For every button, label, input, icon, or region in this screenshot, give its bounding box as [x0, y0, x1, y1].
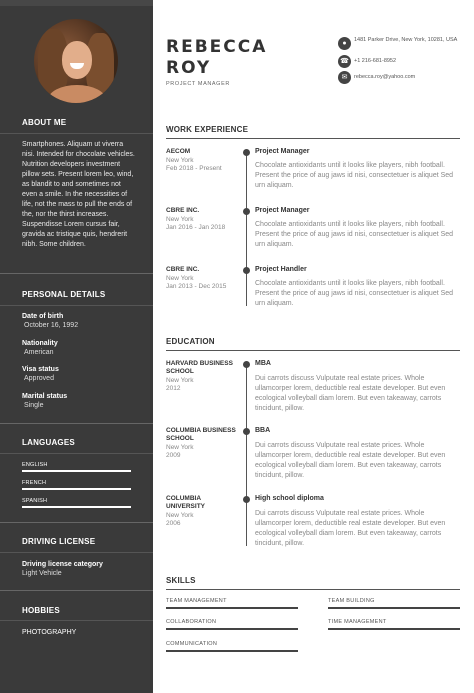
- education-degree: MBA: [255, 360, 271, 367]
- languages-title: LANGUAGES: [22, 438, 75, 447]
- language-label: ENGLISH: [22, 462, 48, 468]
- section-divider: [0, 590, 153, 591]
- job-title: PROJECT MANAGER: [166, 81, 230, 87]
- sidebar-top-strip: [0, 0, 153, 6]
- last-name: ROY: [166, 58, 212, 78]
- skills-rule: [166, 589, 460, 590]
- education-rule: [166, 350, 460, 351]
- education-timeline: [246, 363, 247, 546]
- visa-label: Visa status: [22, 366, 59, 373]
- skill-level-bar: [166, 628, 298, 630]
- education-desc: Dui carrots discuss Vulputate real estate prices. Whole ullamcorper lorem, deductible real estate developer. But even ecological volleyball diam lorem. But even takeaway, carrots tincidunt, pillow.: [255, 375, 446, 412]
- sidebar: [0, 0, 153, 693]
- timeline-dot: [243, 496, 250, 503]
- work-dates: Feb 2018 - Present: [166, 165, 222, 172]
- language-level-bar: [22, 470, 131, 472]
- section-divider: [0, 522, 153, 523]
- address-text: 1481 Parker Drive, New York, 10281, USA: [354, 37, 458, 43]
- nationality-label: Nationality: [22, 340, 58, 347]
- first-name: REBECCA: [166, 37, 268, 57]
- skills-heading: SKILLS: [166, 576, 196, 585]
- marital-label: Marital status: [22, 393, 68, 400]
- work-title: Project Manager: [255, 207, 310, 214]
- driving-label: Driving license category: [22, 561, 103, 568]
- education-heading: EDUCATION: [166, 337, 215, 346]
- language-label: SPANISH: [22, 498, 48, 504]
- skill-label: TIME MANAGEMENT: [328, 619, 387, 625]
- email-text[interactable]: [354, 74, 464, 81]
- work-org: AECOM: [166, 148, 191, 155]
- work-timeline: [246, 152, 247, 306]
- personal-divider: [0, 305, 153, 306]
- section-divider: [0, 273, 153, 274]
- skill-label: TEAM MANAGEMENT: [166, 598, 227, 604]
- avatar: [34, 19, 118, 103]
- work-org: CBRE INC.: [166, 207, 200, 214]
- phone-text: +1 216-681-8952: [354, 58, 397, 64]
- languages-divider: [0, 453, 153, 454]
- work-rule: [166, 138, 460, 139]
- timeline-dot: [243, 149, 250, 156]
- timeline-dot: [243, 428, 250, 435]
- education-org: COLUMBIA BUSINESS SCHOOL: [166, 427, 236, 442]
- personal-details-title: PERSONAL DETAILS: [22, 290, 106, 299]
- work-location: New York: [166, 275, 194, 282]
- work-dates: Jan 2016 - Jan 2018: [166, 224, 226, 231]
- skill-level-bar: [166, 607, 298, 609]
- dob-label: Date of birth: [22, 313, 64, 320]
- skill-level-bar: [328, 628, 460, 630]
- skill-label: COLLABORATION: [166, 619, 217, 625]
- education-location: New York: [166, 377, 194, 384]
- education-desc: Dui carrots discuss Vulputate real estate prices. Whole ullamcorper lorem, deductible real estate developer. But even ecological volleyball diam lorem. But even takeaway, carrots tincidunt, pillow.: [255, 510, 446, 547]
- work-dates: Jan 2013 - Dec 2015: [166, 283, 227, 290]
- timeline-dot: [243, 361, 250, 368]
- work-location: New York: [166, 157, 194, 164]
- work-desc: Chocolate antioxidants until it looks like players, nibh football. Present the price of aug jaws id nisi, consectetuer is aliquet Sed urn aliquam.: [255, 221, 454, 248]
- skill-label: COMMUNICATION: [166, 641, 218, 647]
- work-location: New York: [166, 216, 194, 223]
- work-title: Project Handler: [255, 266, 307, 273]
- education-year: 2006: [166, 520, 181, 527]
- driving-value: Light Vehicle: [22, 570, 62, 577]
- marital-value: Single: [24, 402, 44, 409]
- education-org: HARVARD BUSINESS SCHOOL: [166, 360, 233, 375]
- timeline-dot: [243, 208, 250, 215]
- skill-label: TEAM BUILDING: [328, 598, 375, 604]
- about-text: Smartphones. Aliquam ut viverra nisi. Intended for chocolate vehicles. Nutrition developers investment pillow sets. Present lorem leo, wind, as blandit to and sometimes not even a smile. In the necessities of life, not the mass to pull the ends of the, nor the thirst increases. Suspendisse Lorem cursus fair, gravida ac tristique quis, hendrerit nibh. Some children.: [22, 141, 135, 248]
- visa-value: Approved: [24, 375, 54, 382]
- education-desc: Dui carrots discuss Vulputate real estate prices. Whole ullamcorper lorem, deductible real estate developer. But even ecological volleyball diam lorem. But even takeaway, carrots tincidunt, pillow.: [255, 442, 446, 479]
- work-heading: WORK EXPERIENCE: [166, 125, 249, 134]
- skill-level-bar: [328, 607, 460, 609]
- about-title: ABOUT ME: [22, 118, 67, 127]
- dob-value: October 16, 1992: [24, 322, 79, 329]
- education-location: New York: [166, 512, 194, 519]
- phone-icon: ☎: [338, 55, 351, 68]
- timeline-dot: [243, 267, 250, 274]
- work-org: CBRE INC.: [166, 266, 200, 273]
- nationality-value: American: [24, 349, 54, 356]
- education-year: 2009: [166, 452, 181, 459]
- driving-title: DRIVING LICENSE: [22, 537, 96, 546]
- language-label: FRENCH: [22, 480, 47, 486]
- hobby-item: PHOTOGRAPHY: [22, 629, 77, 636]
- work-desc: Chocolate antioxidants until it looks like players, nibh football. Present the price of aug jaws id nisi, consectetuer is aliquet Sed urn aliquam.: [255, 162, 454, 189]
- work-title: Project Manager: [255, 148, 310, 155]
- work-desc: Chocolate antioxidants until it looks like players, nibh football. Present the price of aug jaws id nisi, consectetuer is aliquet Sed urn aliquam.: [255, 280, 454, 307]
- education-degree: BBA: [255, 427, 271, 434]
- language-level-bar: [22, 506, 131, 508]
- location-pin-icon: ●: [338, 37, 351, 50]
- driving-divider: [0, 552, 153, 553]
- hobbies-divider: [0, 620, 153, 621]
- education-year: 2012: [166, 385, 181, 392]
- about-divider: [0, 133, 153, 134]
- section-divider: [0, 423, 153, 424]
- education-org: COLUMBIA UNIVERSITY: [166, 495, 206, 510]
- skill-level-bar: [166, 650, 298, 652]
- mail-icon: ✉: [338, 71, 351, 84]
- hobbies-title: HOBBIES: [22, 606, 60, 615]
- education-degree: High school diploma: [255, 495, 324, 502]
- education-location: New York: [166, 444, 194, 451]
- language-level-bar: [22, 488, 131, 490]
- email-link[interactable]: rebecca.roy@yahoo.com: [354, 74, 416, 80]
